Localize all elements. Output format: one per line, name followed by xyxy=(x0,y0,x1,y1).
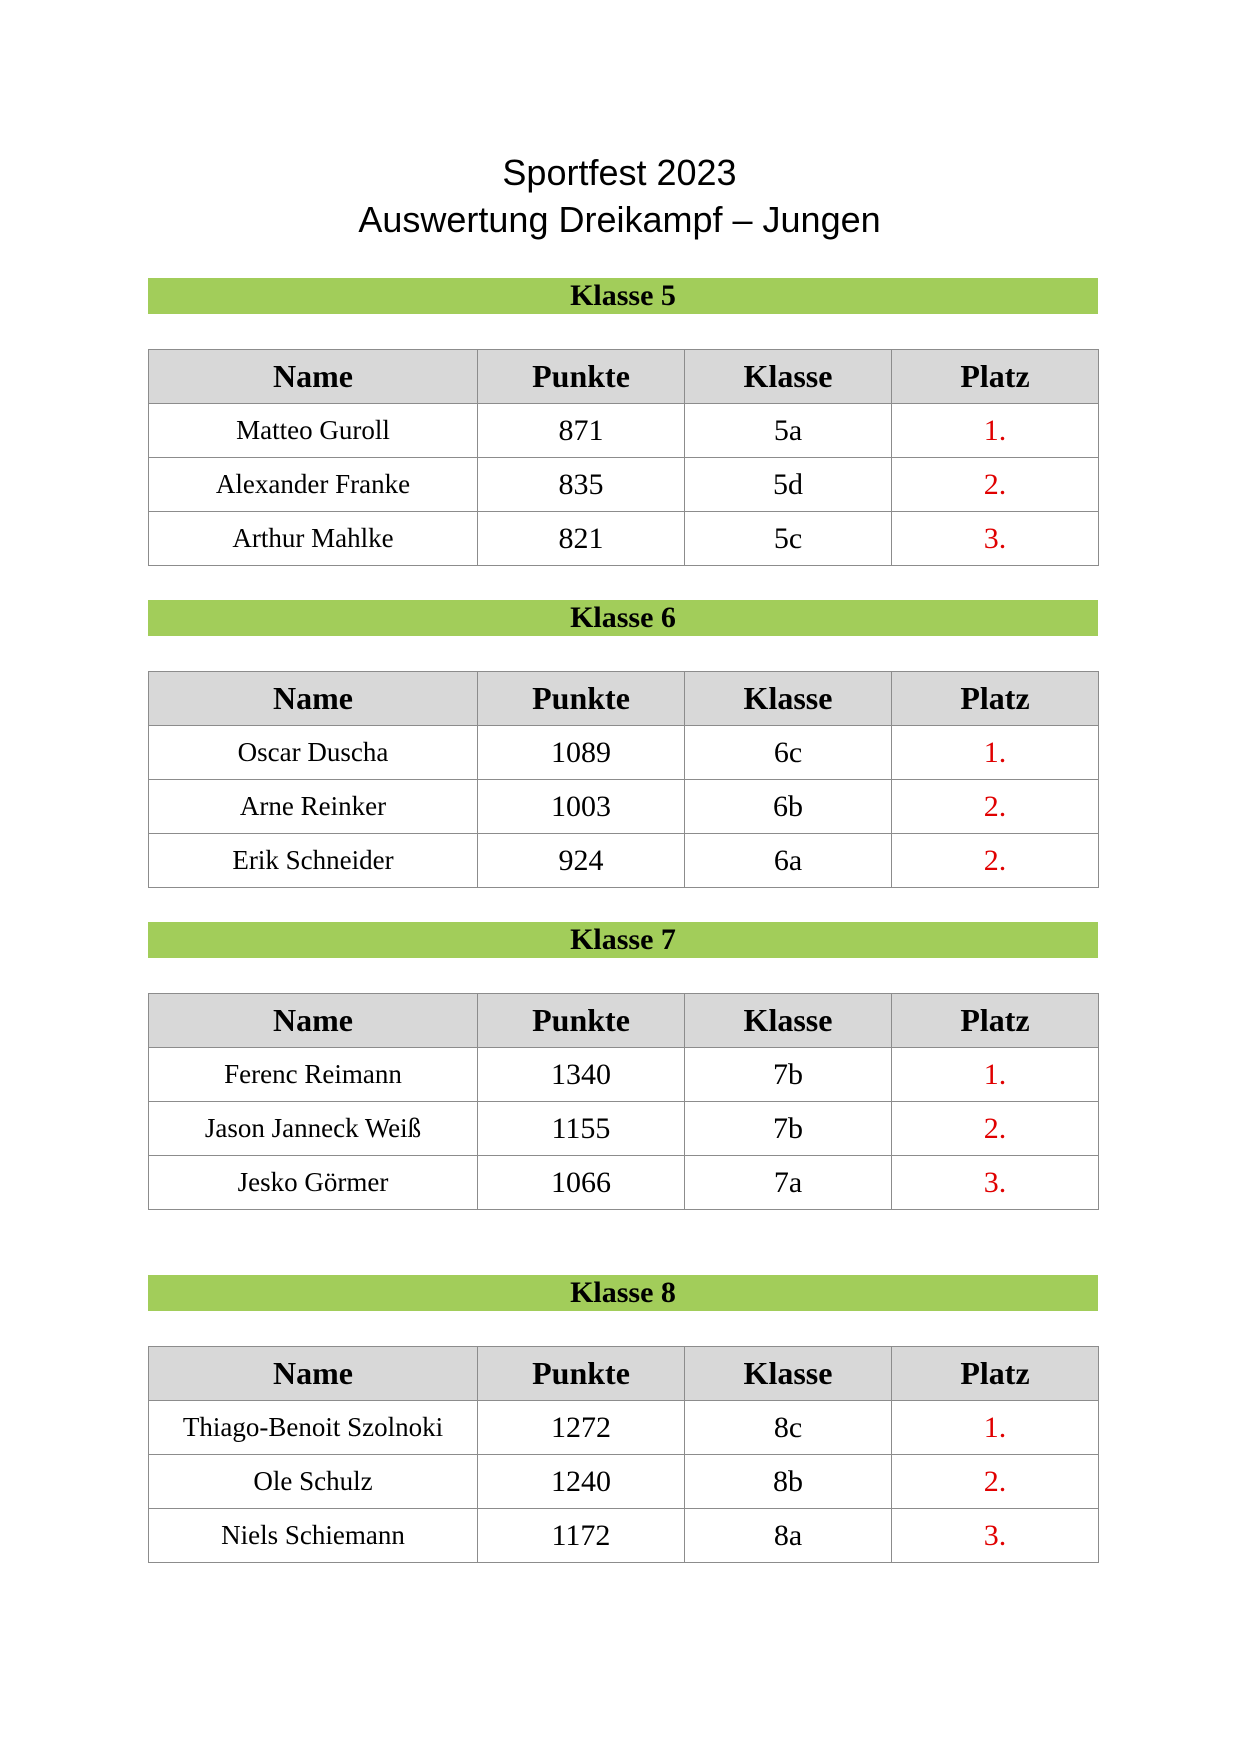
cell-punkte: 1172 xyxy=(478,1509,685,1563)
section-heading-klasse-8: Klasse 8 xyxy=(148,1275,1098,1311)
cell-punkte: 1066 xyxy=(478,1156,685,1210)
table-row xyxy=(149,1156,1099,1210)
cell-klasse: 7b xyxy=(685,1102,892,1156)
section-heading-klasse-6: Klasse 6 xyxy=(148,600,1098,636)
cell-klasse: 5a xyxy=(685,404,892,458)
cell-punkte: 1003 xyxy=(478,780,685,834)
column-header-punkte: Punkte xyxy=(478,994,685,1048)
cell-platz: 3. xyxy=(892,1156,1099,1210)
cell-name: Jason Janneck Weiß xyxy=(149,1102,478,1156)
column-header-name: Name xyxy=(149,994,478,1048)
cell-punkte: 835 xyxy=(478,458,685,512)
cell-name: Ole Schulz xyxy=(149,1455,478,1509)
cell-punkte: 1089 xyxy=(478,726,685,780)
column-header-name: Name xyxy=(149,1347,478,1401)
cell-punkte: 1240 xyxy=(478,1455,685,1509)
cell-klasse: 8b xyxy=(685,1455,892,1509)
section-heading-klasse-5: Klasse 5 xyxy=(148,278,1098,314)
table-header-row xyxy=(149,350,1099,404)
table-header-row xyxy=(149,994,1099,1048)
cell-platz: 1. xyxy=(892,404,1099,458)
column-header-punkte: Punkte xyxy=(478,672,685,726)
cell-name: Arne Reinker xyxy=(149,780,478,834)
table-row xyxy=(149,512,1099,566)
cell-platz: 1. xyxy=(892,1048,1099,1102)
cell-platz: 2. xyxy=(892,458,1099,512)
cell-punkte: 1272 xyxy=(478,1401,685,1455)
column-header-platz: Platz xyxy=(892,994,1099,1048)
cell-name: Ferenc Reimann xyxy=(149,1048,478,1102)
column-header-klasse: Klasse xyxy=(685,350,892,404)
cell-name: Alexander Franke xyxy=(149,458,478,512)
cell-klasse: 8a xyxy=(685,1509,892,1563)
page-subtitle: Auswertung Dreikampf – Jungen xyxy=(358,199,881,240)
column-header-klasse: Klasse xyxy=(685,994,892,1048)
table-row xyxy=(149,1102,1099,1156)
cell-name: Niels Schiemann xyxy=(149,1509,478,1563)
column-header-platz: Platz xyxy=(892,1347,1099,1401)
cell-name: Matteo Guroll xyxy=(149,404,478,458)
section-heading-klasse-7: Klasse 7 xyxy=(148,922,1098,958)
cell-klasse: 6a xyxy=(685,834,892,888)
column-header-punkte: Punkte xyxy=(478,350,685,404)
table-row xyxy=(149,1455,1099,1509)
table-row xyxy=(149,726,1099,780)
cell-klasse: 6b xyxy=(685,780,892,834)
cell-name: Jesko Görmer xyxy=(149,1156,478,1210)
column-header-klasse: Klasse xyxy=(685,1347,892,1401)
results-table-klasse-5 xyxy=(148,349,1099,566)
table-header-row xyxy=(149,672,1099,726)
cell-platz: 3. xyxy=(892,1509,1099,1563)
cell-name: Arthur Mahlke xyxy=(149,512,478,566)
cell-punkte: 821 xyxy=(478,512,685,566)
cell-klasse: 7b xyxy=(685,1048,892,1102)
table-row xyxy=(149,1048,1099,1102)
cell-platz: 3. xyxy=(892,512,1099,566)
results-table-klasse-8 xyxy=(148,1346,1099,1563)
cell-klasse: 7a xyxy=(685,1156,892,1210)
column-header-punkte: Punkte xyxy=(478,1347,685,1401)
cell-platz: 1. xyxy=(892,726,1099,780)
results-table-klasse-7 xyxy=(148,993,1099,1210)
cell-klasse: 5d xyxy=(685,458,892,512)
cell-platz: 2. xyxy=(892,780,1099,834)
cell-name: Thiago-Benoit Szolnoki xyxy=(149,1401,478,1455)
results-table-klasse-6 xyxy=(148,671,1099,888)
table-row xyxy=(149,1401,1099,1455)
column-header-klasse: Klasse xyxy=(685,672,892,726)
column-header-name: Name xyxy=(149,350,478,404)
cell-punkte: 924 xyxy=(478,834,685,888)
cell-platz: 2. xyxy=(892,1102,1099,1156)
cell-name: Erik Schneider xyxy=(149,834,478,888)
column-header-name: Name xyxy=(149,672,478,726)
column-header-platz: Platz xyxy=(892,350,1099,404)
table-header-row xyxy=(149,1347,1099,1401)
cell-punkte: 1340 xyxy=(478,1048,685,1102)
cell-name: Oscar Duscha xyxy=(149,726,478,780)
cell-klasse: 5c xyxy=(685,512,892,566)
cell-klasse: 8c xyxy=(685,1401,892,1455)
cell-klasse: 6c xyxy=(685,726,892,780)
table-row xyxy=(149,834,1099,888)
table-row xyxy=(149,458,1099,512)
page-title: Sportfest 2023 xyxy=(502,152,737,193)
cell-platz: 2. xyxy=(892,834,1099,888)
cell-platz: 2. xyxy=(892,1455,1099,1509)
table-row xyxy=(149,780,1099,834)
table-row xyxy=(149,1509,1099,1563)
cell-punkte: 1155 xyxy=(478,1102,685,1156)
cell-punkte: 871 xyxy=(478,404,685,458)
column-header-platz: Platz xyxy=(892,672,1099,726)
table-row xyxy=(149,404,1099,458)
cell-platz: 1. xyxy=(892,1401,1099,1455)
